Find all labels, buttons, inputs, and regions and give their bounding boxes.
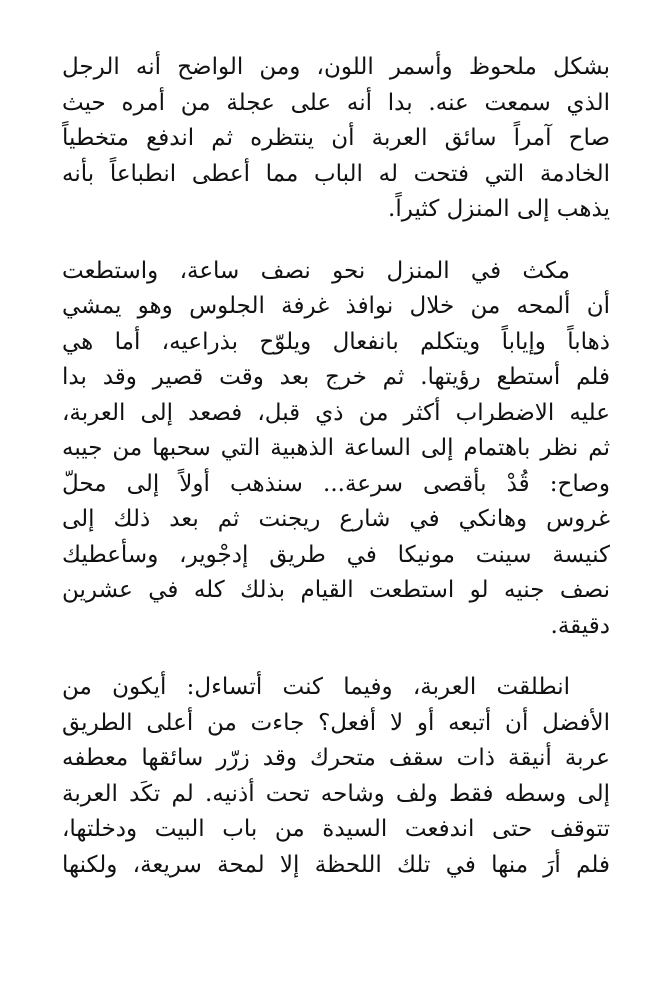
text-line: أن ألمحه من خلال نوافذ غرفة الجلوس وهو يمشي: [62, 293, 610, 319]
paragraph-3: [62, 670, 610, 883]
text-line: دقيقة.: [550, 612, 610, 639]
text-line: مكث في المنزل نحو نصف ساعة، واستطعت: [62, 257, 570, 284]
document-page: [62, 50, 610, 909]
text-line: يذهب إلى المنزل كثيراً.: [388, 196, 610, 222]
text-line: ذهاباً وإياباً ويتكلم بانفعال ويلوّح بذراعيه، أما هي: [62, 328, 610, 355]
paragraph-2: [62, 254, 610, 645]
paragraph-1: [62, 50, 610, 228]
text-line: كنيسة سينت مونيكا في طريق إدجْوير، وسأعطيك: [62, 541, 610, 568]
text-line: الذي سمعت عنه. بدا أنه على عجلة من أمره حيث: [62, 89, 610, 116]
text-line: فلم أستطع رؤيتها. ثم خرج بعد وقت قصير وقد بدا: [62, 364, 610, 390]
text-line: بشكل ملحوظ وأسمر اللون، ومن الواضح أنه الرجل: [62, 54, 610, 80]
text-line: تتوقف حتى اندفعت السيدة من باب البيت ودخلتها،: [62, 816, 610, 842]
text-line: الأفضل أن أتبعه أو لا أفعل؟ جاءت من أعلى الطريق: [62, 709, 610, 736]
text-line: فلم أرَ منها في تلك اللحظة إلا لمحة سريعة، ولكنها: [62, 851, 610, 878]
text-line: نصف جنيه لو استطعت القيام بذلك كله في عشرين: [62, 577, 610, 603]
text-line: صاح آمراً سائق العربة أن ينتظره ثم اندفع متخطياً: [62, 125, 610, 151]
text-line: غروس وهانكي في شارع ريجنت ثم بعد ذلك إلى: [62, 506, 610, 532]
text-line: عليه الاضطراب أكثر من ذي قبل، فصعد إلى العربة،: [62, 399, 610, 426]
text-line: الخادمة التي فتحت له الباب مما أعطى انطباعاً بأنه: [62, 160, 610, 187]
text-line: إلى وسطه فقط ولف وشاحه تحت أذنيه. لم تكَد العربة: [62, 780, 610, 807]
text-line: وصاح: قُدْ بأقصى سرعة... سنذهب أولاً إلى محلّ: [62, 470, 610, 497]
text-line: عربة أنيقة ذات سقف متحرك وقد زرّر سائقها معطفه: [62, 745, 610, 771]
text-line: انطلقت العربة، وفيما كنت أتساءل: أيكون من: [62, 674, 570, 700]
text-line: ثم نظر باهتمام إلى الساعة الذهبية التي سحبها من جيبه: [62, 435, 610, 461]
